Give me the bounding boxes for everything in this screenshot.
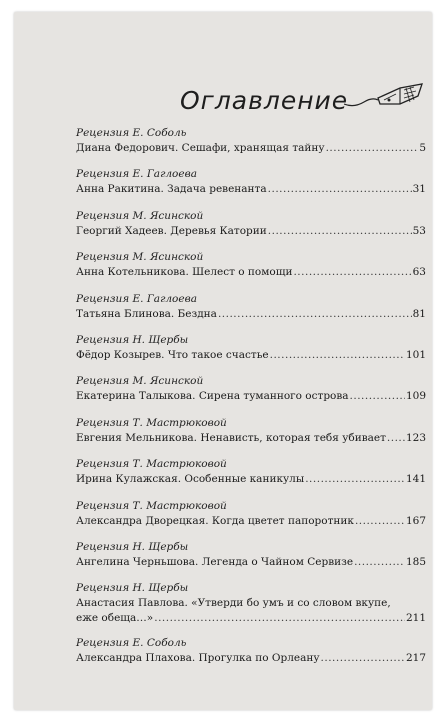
review-label: Рецензия Т. Мастрюковой <box>76 416 227 429</box>
review-label: Рецензия Н. Щербы <box>76 582 189 595</box>
dot-leader <box>293 265 411 280</box>
toc-entry[interactable] <box>76 209 426 250</box>
toc-entry[interactable] <box>76 167 426 208</box>
page-number: 63 <box>412 266 426 279</box>
dot-leader <box>270 348 405 363</box>
toc-line <box>76 224 426 239</box>
page-number: 141 <box>405 473 426 486</box>
page-number: 81 <box>412 307 426 320</box>
toc-entry[interactable] <box>76 333 426 374</box>
dot-leader <box>154 611 405 626</box>
fountain-pen-icon <box>344 80 424 114</box>
contents-header <box>166 76 426 120</box>
page-number: 109 <box>405 390 426 403</box>
dot-leader <box>355 514 405 529</box>
toc-line <box>76 431 426 446</box>
dot-leader <box>305 472 405 487</box>
review-label: Рецензия Т. Мастрюковой <box>76 458 227 471</box>
table-of-contents <box>76 126 426 678</box>
page-number: 53 <box>412 224 426 237</box>
dot-leader <box>354 555 405 570</box>
toc-entry[interactable] <box>76 540 426 581</box>
dot-leader <box>321 651 405 666</box>
page-number: 167 <box>405 514 426 527</box>
entry-title: Александра Дворецкая. Когда цветет папоротник <box>76 514 354 527</box>
review-label: Рецензия Н. Щербы <box>76 540 189 553</box>
entry-title: Татьяна Блинова. Бездна <box>76 307 217 320</box>
toc-entry[interactable] <box>76 416 426 457</box>
entry-title: Евгения Мельникова. Ненависть, которая тебя убивает <box>76 431 386 444</box>
entry-title: Диана Федорович. Сешафи, хранящая тайну <box>76 142 325 154</box>
page-title: Оглавление <box>180 86 349 115</box>
dot-leader <box>268 182 412 197</box>
page-number: 31 <box>412 183 426 196</box>
dot-leader <box>350 389 405 404</box>
review-label: Рецензия Е. Соболь <box>76 127 187 139</box>
entry-title: Александра Плахова. Прогулка по Орлеану <box>76 652 320 665</box>
book-page <box>14 12 432 710</box>
toc-entry[interactable] <box>76 374 426 415</box>
toc-line <box>76 348 426 363</box>
entry-title: Фёдор Козырев. Что такое счастье <box>76 348 269 361</box>
toc-line <box>76 555 426 570</box>
toc-line <box>76 307 426 322</box>
toc-line <box>76 182 426 197</box>
toc-line <box>76 265 426 280</box>
review-label: Рецензия М. Ясинской <box>76 375 204 388</box>
toc-entry[interactable] <box>76 581 426 636</box>
page-number: 217 <box>405 652 426 665</box>
entry-title: Ирина Кулажская. Особенные каникулы <box>76 473 305 486</box>
toc-entry[interactable] <box>76 457 426 498</box>
entry-title: Ангелина Черньшова. Легенда о Чайном Сервизе <box>76 555 354 568</box>
dot-leader <box>326 141 419 156</box>
page-number: 185 <box>405 555 426 568</box>
entry-title-line1: Анастасия Павлова. «Утверди бо умъ и со словом вкупе, <box>76 597 391 610</box>
toc-entry[interactable] <box>76 292 426 333</box>
page-number: 101 <box>405 348 426 361</box>
dot-leader <box>268 224 412 239</box>
toc-line <box>76 651 426 666</box>
page-number: 123 <box>405 431 426 444</box>
toc-line <box>76 141 426 156</box>
page-number: 211 <box>405 612 426 625</box>
toc-entry[interactable] <box>76 126 426 167</box>
review-label: Рецензия М. Ясинской <box>76 251 204 264</box>
entry-title: Анна Ракитина. Задача ревенанта <box>76 183 267 196</box>
review-label: Рецензия Н. Щербы <box>76 333 189 346</box>
dot-leader <box>387 431 405 446</box>
review-label: Рецензия Т. Мастрюковой <box>76 499 227 512</box>
entry-title: Анна Котельникова. Шелест о помощи <box>76 266 293 279</box>
entry-title: Екатерина Талыкова. Сирена туманного острова <box>76 390 349 403</box>
dot-leader <box>218 307 412 322</box>
toc-entry[interactable] <box>76 499 426 540</box>
toc-line <box>76 472 426 487</box>
toc-entry[interactable] <box>76 250 426 291</box>
review-label: Рецензия Е. Гаглоева <box>76 292 197 305</box>
entry-title: Георгий Хадеев. Деревья Катории <box>76 224 267 237</box>
review-label: Рецензия Е. Соболь <box>76 637 187 650</box>
entry-title-line2: еже обеща…» <box>76 612 154 625</box>
toc-entry[interactable] <box>76 636 426 677</box>
page-number: 5 <box>419 142 426 154</box>
toc-line <box>76 611 426 626</box>
review-label: Рецензия Е. Гаглоева <box>76 168 197 181</box>
review-label: Рецензия М. Ясинской <box>76 209 204 222</box>
toc-line <box>76 514 426 529</box>
toc-line <box>76 389 426 404</box>
